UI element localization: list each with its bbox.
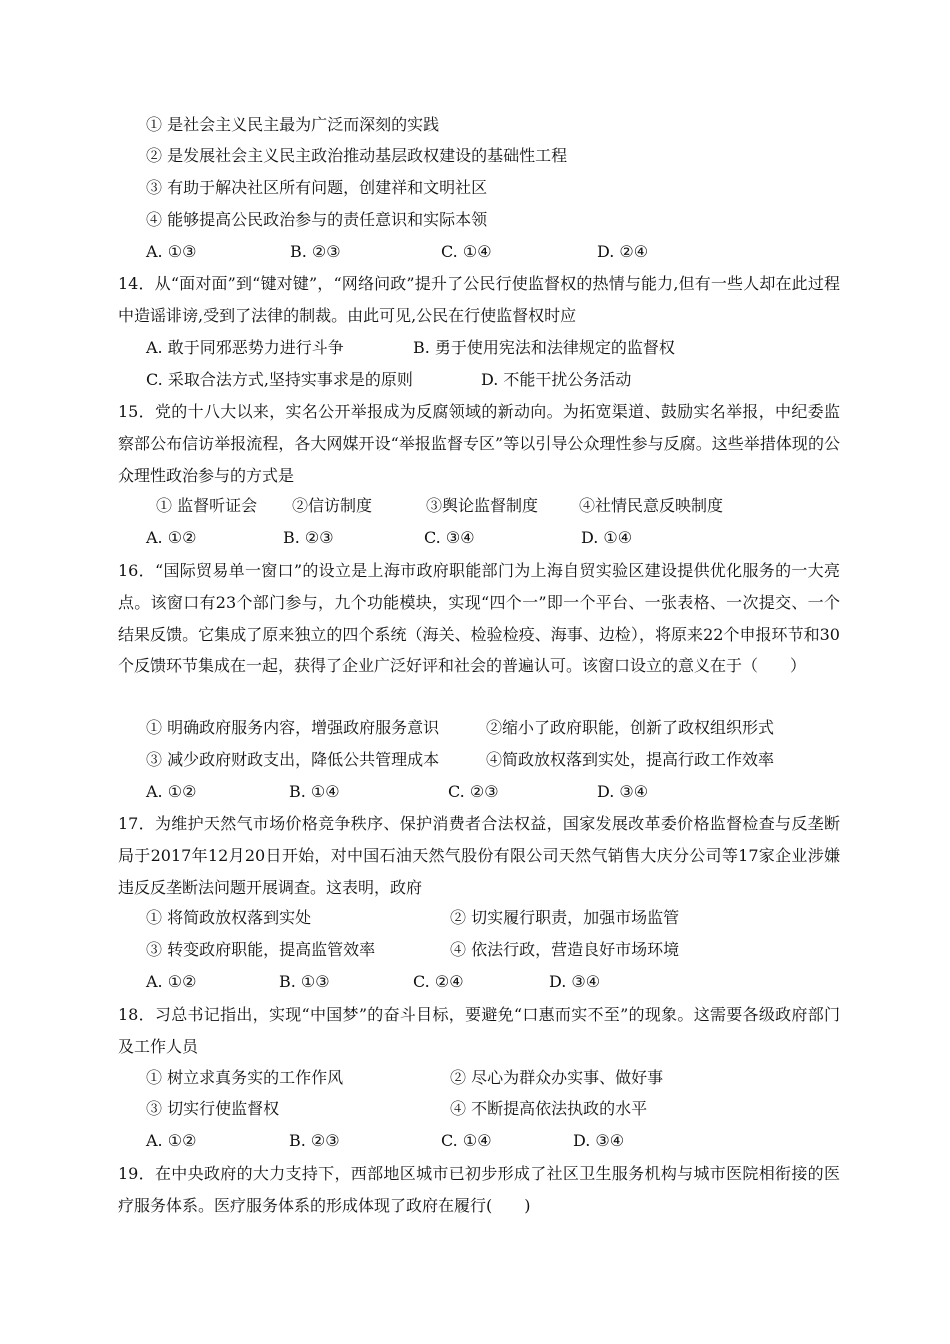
q13-item-4: ④ 能够提高公民政治参与的责任意识和实际本领: [146, 210, 488, 229]
q18-answer-b: B. ②③: [289, 1131, 340, 1150]
q14-answer-c: C. 采取合法方式,坚持实事求是的原则: [146, 370, 413, 389]
q16-answer-c: C. ②③: [448, 782, 499, 801]
q14-answer-a: A. 敢于同邪恶势力进行斗争: [146, 338, 344, 357]
q15-item-2: ②信访制度: [292, 496, 373, 515]
q18-item-2: ② 尽心为群众办实事、做好事: [450, 1068, 664, 1087]
q13-item-2: ② 是发展社会主义民主政治推动基层政权建设的基础性工程: [146, 146, 568, 165]
q18-item-3: ③ 切实行使监督权: [146, 1099, 280, 1118]
q14-stem: 14．从“面对面”到“键对键”，“网络问政”提升了公民行使监督权的热情与能力,但有一些人却在此过程中造谣诽谤,受到了法律的制裁。由此可见,公民在行使监督权时应: [118, 274, 840, 325]
q16-answer-a: A. ①②: [146, 782, 197, 801]
q16-item-4: ④简政放权落到实处，提高行政工作效率: [486, 750, 775, 769]
q15-answer-b: B. ②③: [283, 528, 334, 547]
q16-item-3: ③ 减少政府财政支出，降低公共管理成本: [146, 750, 440, 769]
q17-answer-b: B. ①③: [279, 972, 330, 991]
q14-answer-d: D. 不能干扰公务活动: [481, 370, 632, 389]
q18-answer-d: D. ③④: [573, 1131, 625, 1150]
q17-item-3: ③ 转变政府职能，提高监管效率: [146, 940, 376, 959]
q15-stem: 15．党的十八大以来，实名公开举报成为反腐领域的新动向。为拓宽渠道、鼓励实名举报，中纪委监察部公布信访举报流程，各大网媒开设“举报监督专区”等以引导公众理性参与反腐。这些举措体现的公众理性政治参与的方式是: [118, 402, 840, 485]
q13-answer-a: A. ①③: [146, 242, 197, 261]
q16-stem: 16．“国际贸易单一窗口”的设立是上海市政府职能部门为上海自贸实验区建设提供优化服务的一大亮点。该窗口有23个部门参与，九个功能模块，实现“四个一”即一个平台、一张表格、一次提交、一个结果反馈。它集成了原来独立的四个系统（海关、检验检疫、海事、边检），将原来22个申报环节和30个反馈环节集成在一起，获得了企业广泛好评和社会的普遍认可。该窗口设立的意义在于（ ）: [118, 561, 840, 676]
q18-answer-a: A. ①②: [146, 1131, 197, 1150]
q15-answer-c: C. ③④: [424, 528, 475, 547]
q17-item-4: ④ 依法行政，营造良好市场环境: [450, 940, 680, 959]
q15-item-1: ① 监督听证会: [156, 496, 258, 515]
q19-stem: 19．在中央政府的大力支持下，西部地区城市已初步形成了社区卫生服务机构与城市医院相衔接的医疗服务体系。医疗服务体系的形成体现了政府在履行( ): [118, 1164, 840, 1215]
q15-answer-a: A. ①②: [146, 528, 197, 547]
q16-answer-b: B. ①④: [289, 782, 340, 801]
q16-item-1: ① 明确政府服务内容，增强政府服务意识: [146, 718, 440, 737]
q16-answer-d: D. ③④: [597, 782, 649, 801]
q17-item-2: ② 切实履行职责，加强市场监管: [450, 908, 680, 927]
q15-item-3: ③舆论监督制度: [426, 496, 539, 515]
q14-answer-b: B. 勇于使用宪法和法律规定的监督权: [413, 338, 675, 357]
q17-stem: 17．为维护天然气市场价格竞争秩序、保护消费者合法权益，国家发展改革委价格监督检查与反垄断局于2017年12月20日开始，对中国石油天然气股份有限公司天然气销售大庆分公司等17家企业涉嫌违反反垄断法问题开展调查。这表明，政府: [118, 814, 840, 897]
q18-answer-c: C. ①④: [441, 1131, 492, 1150]
q18-item-4: ④ 不断提高依法执政的水平: [450, 1099, 648, 1118]
q15-item-4: ④社情民意反映制度: [579, 496, 724, 515]
q17-answer-c: C. ②④: [413, 972, 464, 991]
q15-answer-d: D. ①④: [581, 528, 633, 547]
q17-answer-a: A. ①②: [146, 972, 197, 991]
q13-item-3: ③ 有助于解决社区所有问题，创建祥和文明社区: [146, 178, 488, 197]
q16-item-2: ②缩小了政府职能，创新了政权组织形式: [486, 718, 775, 737]
q13-answer-d: D. ②④: [597, 242, 649, 261]
q13-item-1: ① 是社会主义民主最为广泛而深刻的实践: [146, 115, 440, 134]
q18-stem: 18．习总书记指出，实现“中国梦”的奋斗目标，要避免“口惠而实不至”的现象。这需要各级政府部门及工作人员: [118, 1005, 840, 1056]
q13-answer-c: C. ①④: [441, 242, 492, 261]
q18-item-1: ① 树立求真务实的工作作风: [146, 1068, 344, 1087]
q17-answer-d: D. ③④: [549, 972, 601, 991]
q13-answer-b: B. ②③: [290, 242, 341, 261]
q17-item-1: ① 将简政放权落到实处: [146, 908, 312, 927]
